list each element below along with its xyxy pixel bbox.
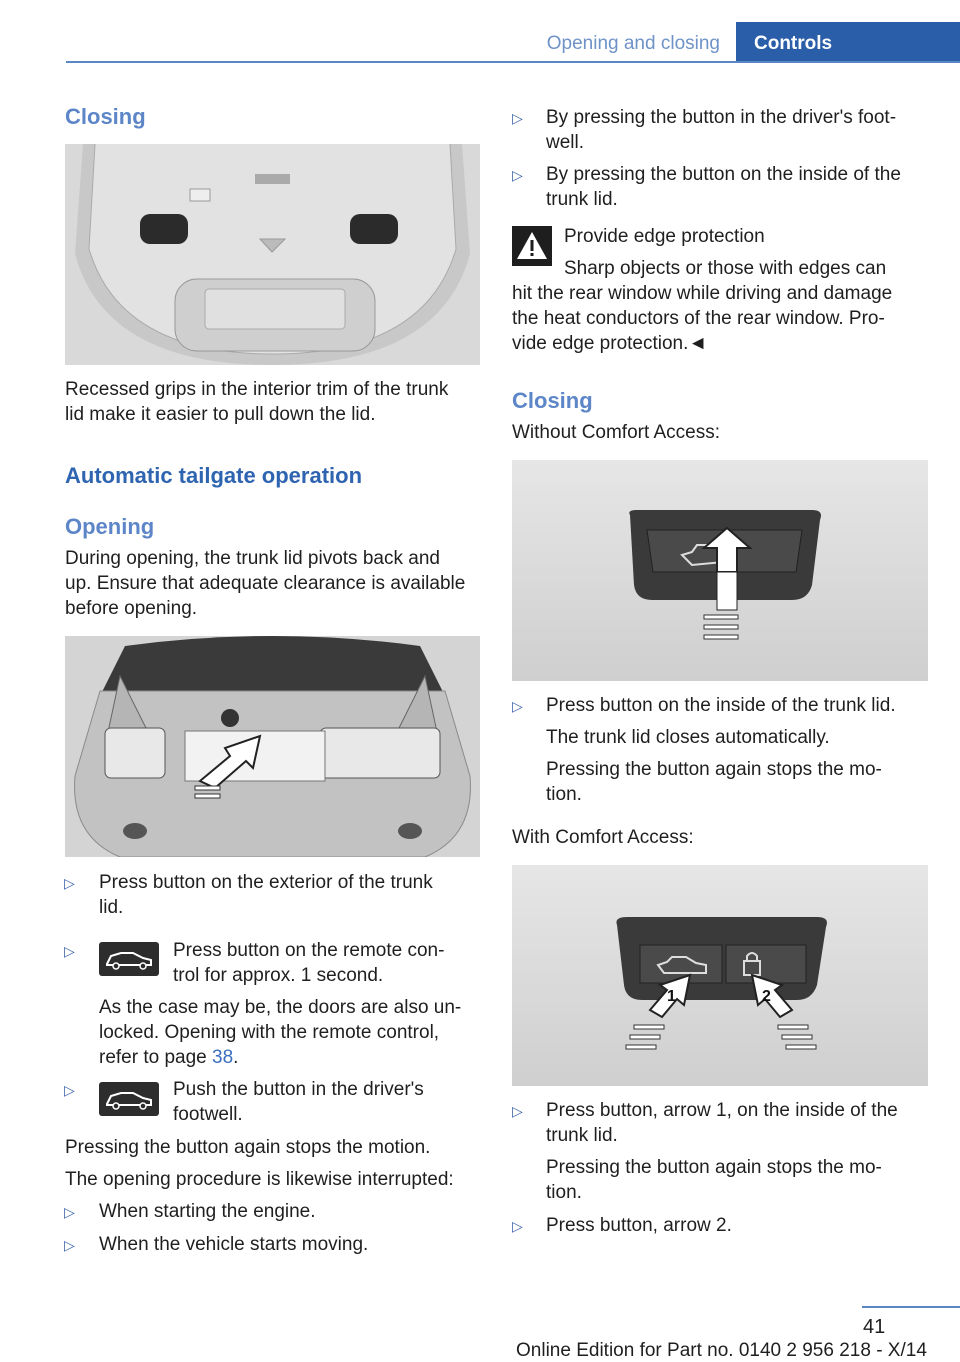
- footer-rule: [862, 1306, 960, 1308]
- text-line: As the case may be, the doors are also un-: [99, 997, 462, 1018]
- ref-prefix: refer to page: [99, 1047, 213, 1068]
- left-closing-text: [65, 377, 485, 427]
- trunk-button-icon: [99, 1082, 159, 1116]
- text-line: hit the rear window while driving and damage: [512, 283, 893, 304]
- trunk-button-figure: [512, 460, 928, 681]
- page-reference: [99, 1045, 484, 1070]
- bullet-icon: ▷: [64, 875, 75, 891]
- comfort-access-buttons-figure: [512, 865, 928, 1086]
- right-bullet-5: Press button, arrow 2.: [546, 1215, 732, 1236]
- left-bullet-3: [173, 1077, 483, 1127]
- without-comfort-text: Without Comfort Access:: [512, 422, 721, 443]
- text-line: the heat conductors of the rear window. Pro-: [512, 308, 885, 329]
- warning-title: Provide edge protection: [564, 226, 765, 247]
- left-bullet-2-extra: [99, 995, 484, 1070]
- opening-heading: Opening: [65, 514, 155, 539]
- left-bullet-1: [99, 870, 479, 920]
- text-line: up. Ensure that adequate clearance is available: [65, 573, 466, 594]
- right-bullet-3-line-3: [546, 757, 936, 807]
- text-line: Press button on the exterior of the trunk: [99, 872, 433, 893]
- text-line: lid.: [99, 897, 124, 918]
- text-line: vide edge protection.◄: [512, 333, 708, 354]
- text-line: Pressing the button again stops the mo-: [546, 759, 882, 780]
- right-bullet-3: Press button on the inside of the trunk lid.: [546, 695, 896, 716]
- bullet-icon: ▷: [64, 1237, 75, 1253]
- text-line: before opening.: [65, 598, 198, 619]
- right-closing-heading: Closing: [512, 388, 593, 413]
- right-bullet-4: [546, 1098, 936, 1148]
- opening-text: [65, 546, 485, 621]
- text-line: Press button, arrow 1, on the inside of the: [546, 1100, 898, 1121]
- left-bullet-2: [173, 938, 483, 988]
- text-line: Recessed grips in the interior trim of the trunk: [65, 379, 449, 400]
- bullet-icon: ▷: [64, 943, 75, 959]
- text-line: locked. Opening with the remote control,: [99, 1022, 440, 1043]
- interrupt-text: The opening procedure is likewise interrupted:: [65, 1169, 454, 1190]
- bullet-icon: ▷: [512, 110, 523, 126]
- bullet-icon: ▷: [512, 1103, 523, 1119]
- trunk-lid-interior-figure: [65, 144, 480, 365]
- footer-edition: Online Edition for Part no. 0140 2 956 218 - X/14: [516, 1340, 927, 1361]
- warning-text: [512, 281, 942, 356]
- text-line: Press button on the remote con-: [173, 940, 445, 961]
- text-line: well.: [546, 132, 585, 153]
- header-section-title: Opening and closing: [546, 33, 720, 54]
- text-line: tion.: [546, 784, 582, 805]
- right-bullet-4-extra: [546, 1155, 936, 1205]
- bullet-icon: ▷: [64, 1082, 75, 1098]
- right-bullet-2: [546, 162, 931, 212]
- left-bullet-4: When starting the engine.: [99, 1201, 316, 1222]
- text-line: By pressing the button in the driver's foot-: [546, 107, 897, 128]
- trunk-button-icon: [99, 942, 159, 976]
- warning-text-line-1: Sharp objects or those with edges can: [564, 258, 887, 279]
- stop-text: Pressing the button again stops the motion.: [65, 1137, 431, 1158]
- ref-suffix: .: [233, 1047, 239, 1068]
- text-line: tion.: [546, 1182, 582, 1203]
- right-bullet-1: [546, 105, 931, 155]
- arrow-2-label: 2: [762, 988, 771, 1005]
- text-line: Push the button in the driver's: [173, 1079, 424, 1100]
- automatic-tailgate-heading: Automatic tailgate operation: [65, 463, 363, 488]
- text-line: Pressing the button again stops the mo-: [546, 1157, 882, 1178]
- text-line: trunk lid.: [546, 1125, 618, 1146]
- header-tab-label: Controls: [754, 33, 833, 54]
- warning-icon: [512, 226, 552, 266]
- bullet-icon: ▷: [512, 698, 523, 714]
- header-tab: [736, 22, 960, 63]
- with-comfort-text: With Comfort Access:: [512, 827, 694, 848]
- text-line: trol for approx. 1 second.: [173, 965, 384, 986]
- page-number: 41: [863, 1316, 886, 1338]
- bullet-icon: ▷: [512, 1218, 523, 1234]
- bullet-icon: ▷: [64, 1204, 75, 1220]
- right-bullet-3-line-2: The trunk lid closes automatically.: [546, 727, 830, 748]
- page-38-link[interactable]: 38: [212, 1047, 234, 1068]
- car-rear-figure: [65, 636, 480, 857]
- text-line: During opening, the trunk lid pivots back and: [65, 548, 440, 569]
- text-line: lid make it easier to pull down the lid.: [65, 404, 376, 425]
- text-line: By pressing the button on the inside of the: [546, 164, 901, 185]
- bullet-icon: ▷: [512, 167, 523, 183]
- text-line: footwell.: [173, 1104, 243, 1125]
- text-line: trunk lid.: [546, 189, 618, 210]
- left-closing-heading: Closing: [65, 104, 146, 129]
- arrow-1-label: 1: [667, 988, 676, 1005]
- header-rule: [66, 61, 960, 63]
- left-bullet-5: When the vehicle starts moving.: [99, 1234, 369, 1255]
